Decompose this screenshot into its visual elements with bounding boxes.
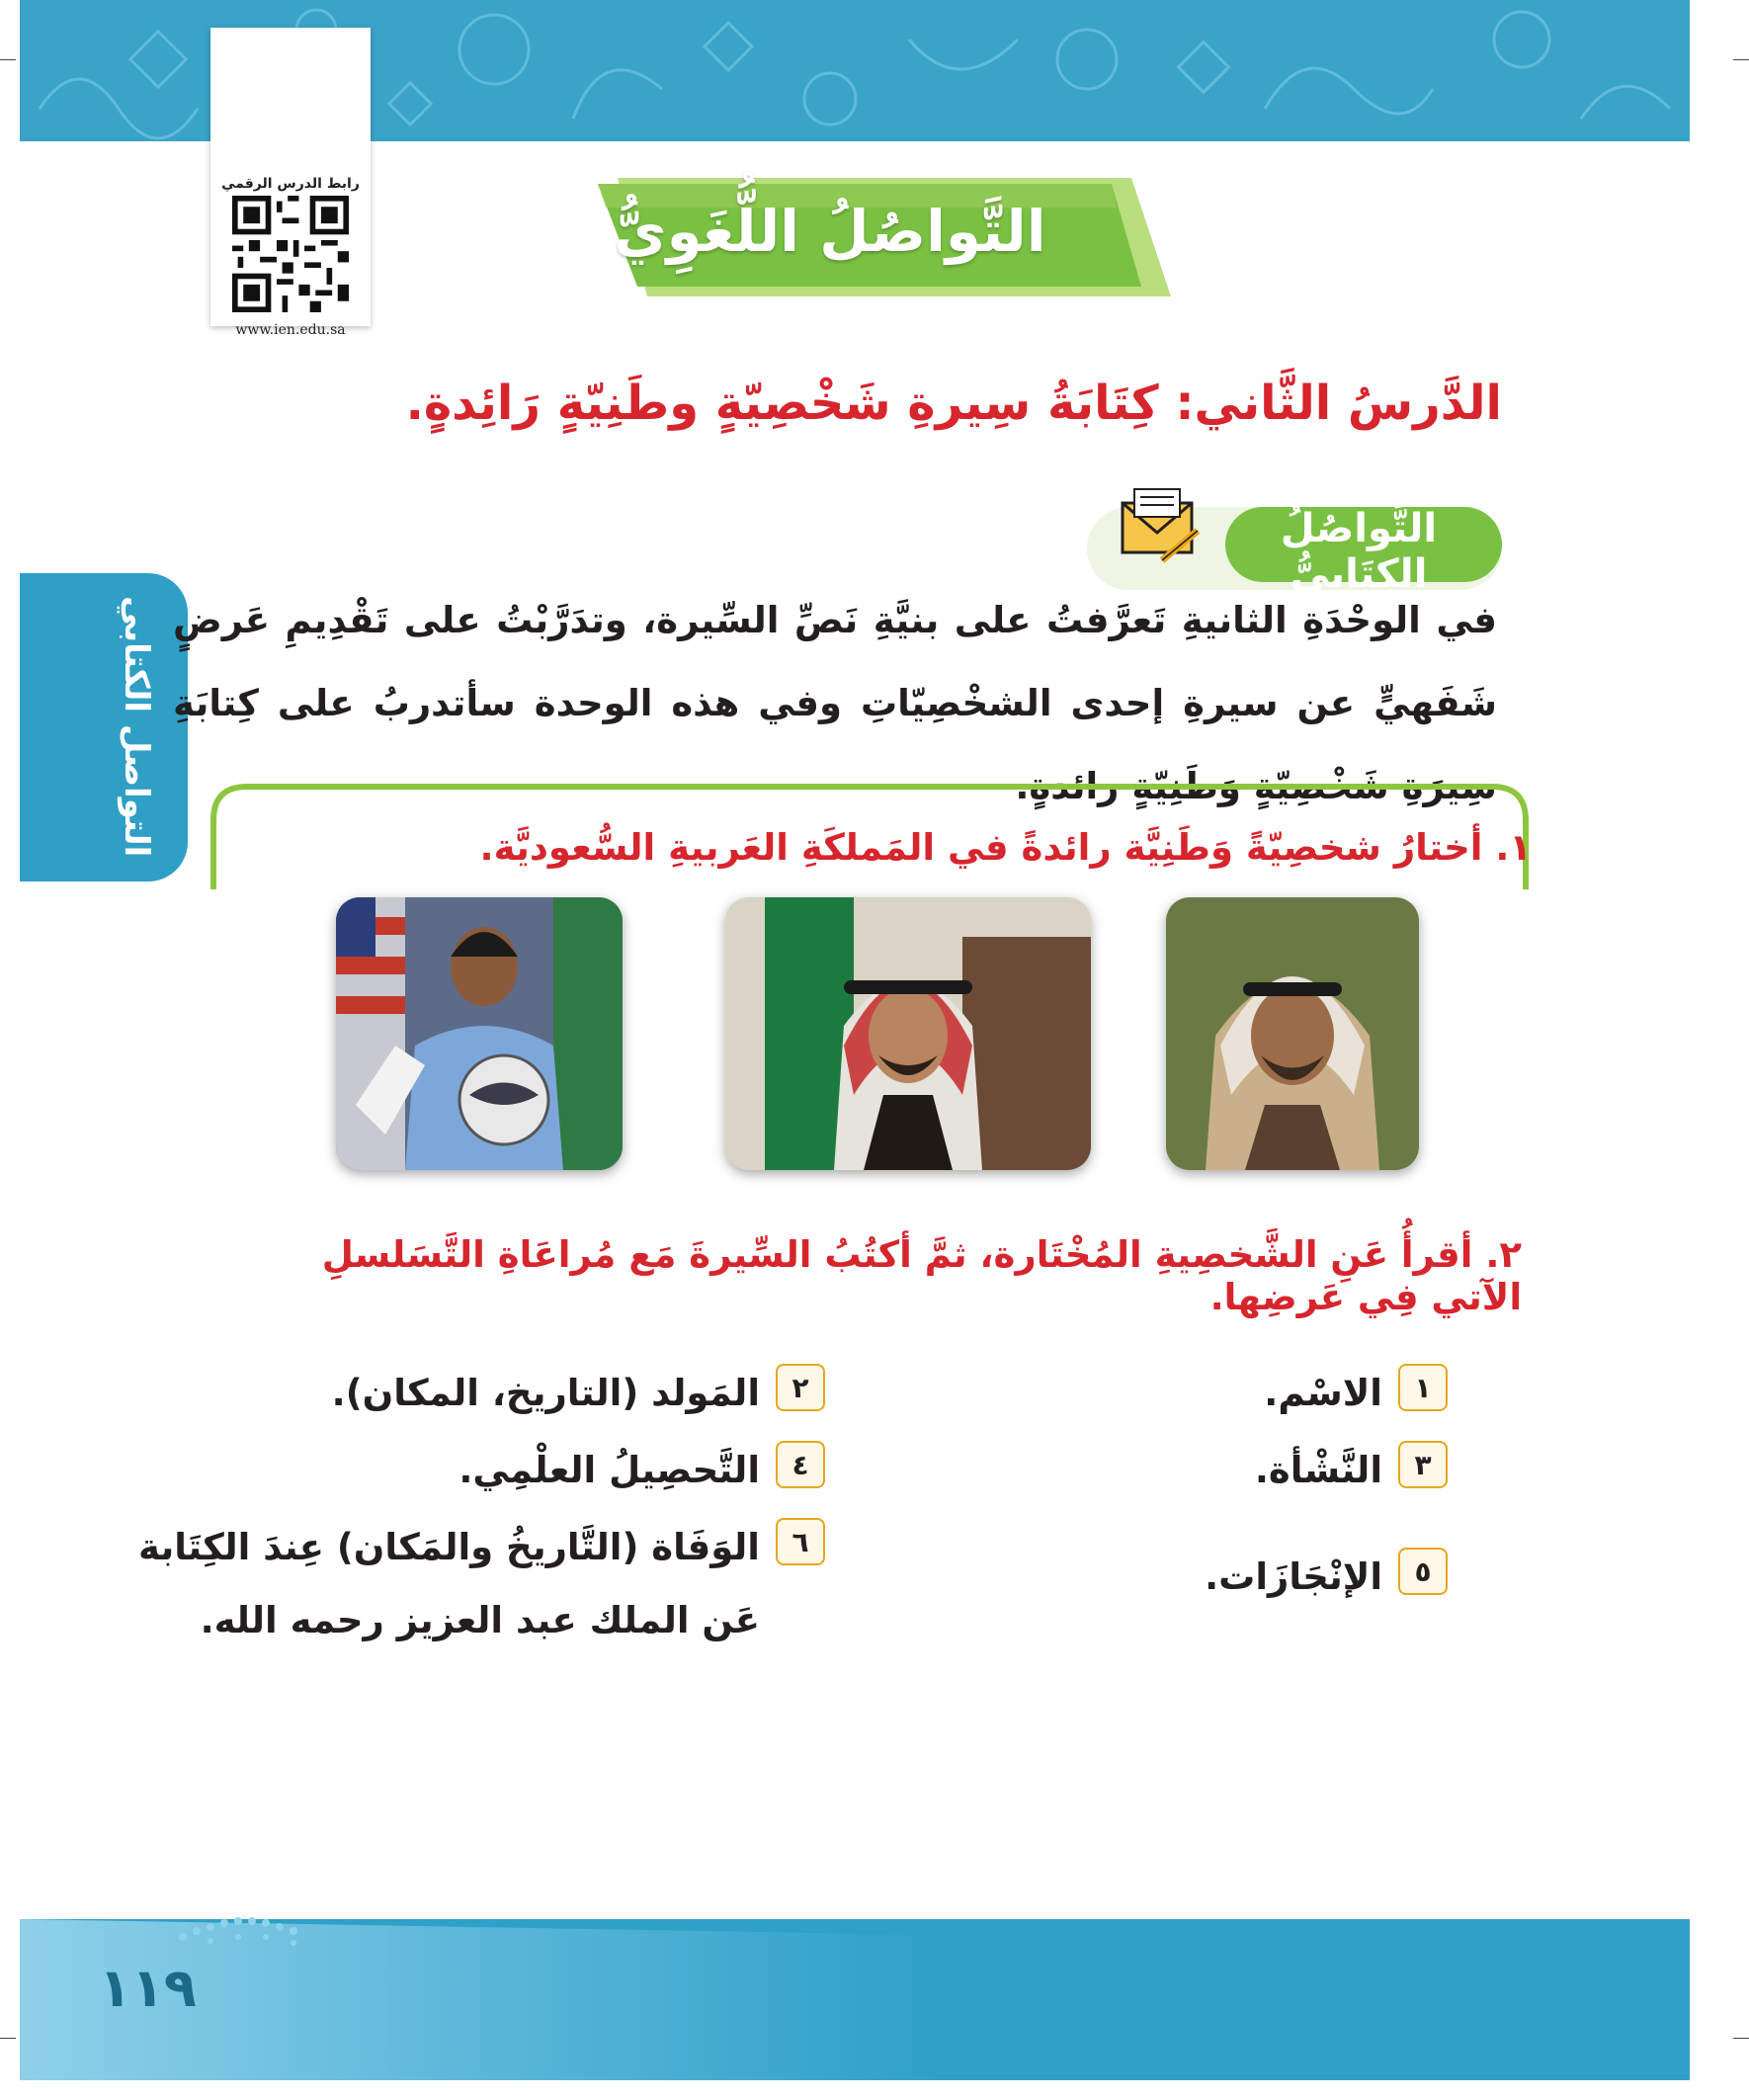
step-item bbox=[458, 1441, 825, 1500]
qr-card[interactable] bbox=[210, 28, 371, 338]
qr-url[interactable]: www.ien.edu.sa bbox=[235, 322, 346, 338]
step-number: ٥ bbox=[1398, 1548, 1448, 1595]
side-tab-label: التواصل الكتابي bbox=[117, 595, 156, 858]
step-number: ٦ bbox=[776, 1518, 825, 1565]
qr-code-icon[interactable] bbox=[232, 196, 349, 312]
step-label: النَّشْأة. bbox=[1254, 1449, 1382, 1491]
step-item bbox=[1255, 1441, 1448, 1500]
section-label: التَّواصُلُ الكِتَابيُّ bbox=[1280, 506, 1438, 597]
intro-paragraph: في الوحْدَةِ الثانيةِ تَعرَّفتُ على بنيَّةِ نَصِّ السِّيرة، وتدَرَّبْتُ على تَقْدِيمِ عَرضٍ شَفَهيٍّ عن سيرةِ إحدى الشخْصِيّاتِ وفي هذه الوحدة سأتدربُ على كِتابَةِ سِيرَةِ شَخْصِيّةٍ وَطَنِيّةٍ رائدةٍ. bbox=[173, 599, 1497, 807]
ministry-logo-icon bbox=[168, 1897, 326, 1957]
step-label: المَولد (التاريخ، المكان). bbox=[331, 1372, 760, 1414]
step-label: الاسْم. bbox=[1264, 1372, 1382, 1414]
crop-mark bbox=[1733, 59, 1749, 60]
unit-title: التَّواصُلُ اللُّغَوِيُّ bbox=[614, 198, 1046, 265]
crop-mark bbox=[0, 59, 16, 60]
crop-mark bbox=[1733, 2038, 1749, 2039]
step-number: ٢ bbox=[776, 1364, 825, 1411]
step-label: الإنْجَازَات. bbox=[1205, 1555, 1382, 1598]
portrait-astronaut bbox=[336, 897, 623, 1170]
page-number: ١١٩ bbox=[99, 1957, 197, 2019]
step-item bbox=[1264, 1364, 1448, 1423]
portrait-crown-prince bbox=[725, 897, 1091, 1170]
envelope-pencil-icon bbox=[1117, 481, 1204, 568]
step-number: ١ bbox=[1398, 1364, 1448, 1411]
question-1: ١. أختارُ شخصِيّةً وَطَنِيَّة رائدةً في المَملكَةِ العَربيةِ السُّعوديَّة. bbox=[479, 826, 1532, 869]
step-item bbox=[332, 1364, 825, 1423]
qr-label: رابط الدرس الرقمي bbox=[221, 176, 360, 192]
portrait-king-abdulaziz bbox=[1166, 897, 1419, 1170]
step-label-group bbox=[138, 1518, 760, 1650]
step-item bbox=[1205, 1548, 1448, 1607]
lesson-title: الدَّرسُ الثَّاني: كِتَابَةُ سِيرةِ شَخْصِيّةٍ وطَنِيّةٍ رَائِدةٍ. bbox=[405, 376, 1502, 431]
step-label: الوَفَاة (التَّاريخُ والمَكان) عِندَ الكِتَابة bbox=[137, 1526, 760, 1568]
step-number: ٤ bbox=[776, 1441, 825, 1488]
step-label: التَّحصِيلُ العلْمِي. bbox=[458, 1449, 760, 1491]
question-2: ٢. أقرأُ عَنِ الشَّخصِيةِ المُخْتَارة، ثمَّ أكتُبُ السِّيرةَ مَع مُراعَاةِ التَّسَلسلِ الآتي فِي عَرضِها. bbox=[321, 1233, 1522, 1318]
crop-mark bbox=[0, 2038, 16, 2039]
step-item bbox=[138, 1518, 825, 1650]
step-number: ٣ bbox=[1398, 1441, 1448, 1488]
step-label-line2: عَن الملك عبد العزيز رحمه الله. bbox=[200, 1599, 760, 1641]
